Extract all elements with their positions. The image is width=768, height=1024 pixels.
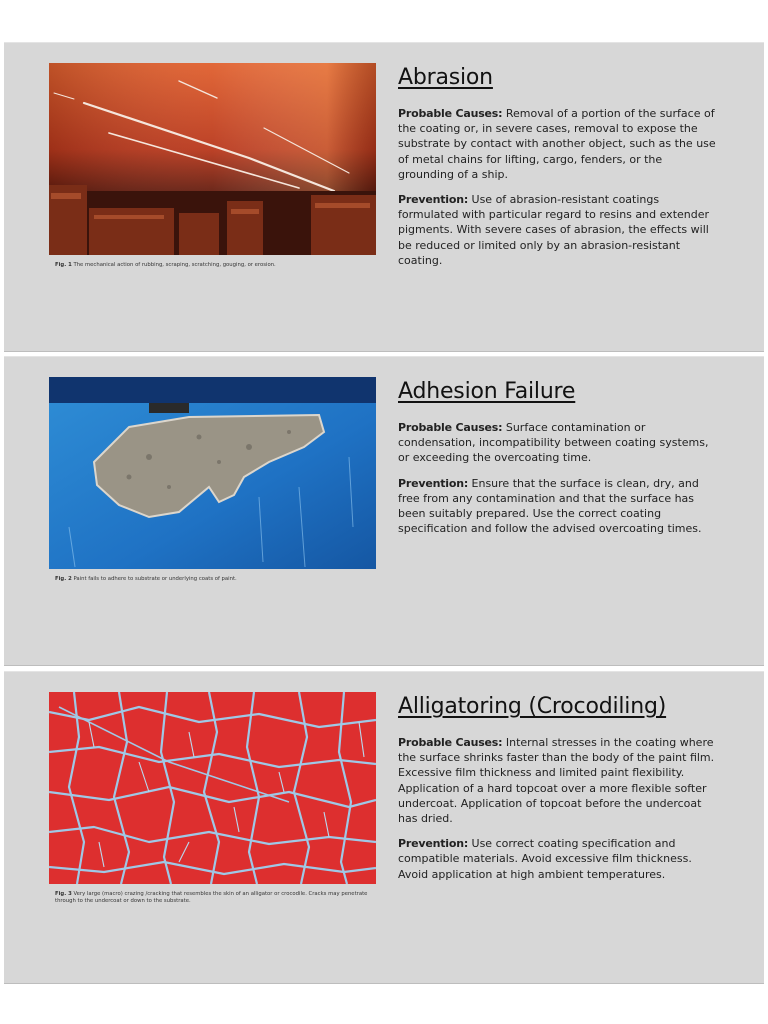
section-body	[398, 735, 716, 892]
alligatoring-image	[49, 692, 376, 884]
figure-label: Fig. 3	[55, 891, 72, 897]
adhesion-failure-image	[49, 377, 376, 569]
prevention-paragraph	[398, 476, 716, 537]
prevention-label: Prevention:	[398, 193, 469, 207]
prevention-paragraph	[398, 192, 716, 268]
figure-caption	[55, 262, 375, 269]
alligatoring-photo	[49, 692, 376, 884]
probable-causes-label: Probable Causes:	[398, 107, 503, 120]
prevention-text: Ensure that the surface is clean, dry, and free from any contamination and that the surface has been suitably prepared. Use the correct coating specification and follow the advised overcoating times.	[398, 476, 702, 536]
probable-causes-text: Removal of a portion of the surface of the coating or, in severe cases, removal to expose the substrate by contact with another object, such as the use of metal chains for lifting, cargo, fenders, or the grounding of a ship.	[398, 107, 716, 181]
probable-causes-label: Probable Causes:	[398, 736, 503, 749]
adhesion-failure-photo	[49, 377, 376, 569]
figure-caption-text: The mechanical action of rubbing, scraping, scratching, gouging, or erosion.	[71, 262, 276, 268]
section-title: Abrasion	[398, 65, 493, 90]
probable-causes-paragraph	[398, 735, 716, 826]
section-title: Alligatoring (Crocodiling)	[398, 694, 667, 719]
abrasion-photo	[49, 63, 376, 255]
figure-caption	[55, 576, 375, 583]
figure-caption-text: Paint fails to adhere to substrate or underlying coats of paint.	[71, 576, 237, 582]
probable-causes-text: Surface contamination or condensation, incompatibility between coating systems, or exceeding the overcoating time.	[398, 421, 709, 465]
probable-causes-paragraph	[398, 420, 716, 466]
probable-causes-paragraph	[398, 106, 716, 182]
alligatoring-section	[4, 671, 764, 984]
probable-causes-label: Probable Causes:	[398, 421, 503, 434]
figure-caption-text: Very large (macro) crazing /cracking that resembles the skin of an alligator or crocodile. Cracks may penetrate through to the undercoat or down to the substrate.	[55, 891, 368, 904]
section-title: Adhesion Failure	[398, 379, 576, 404]
figure-caption	[55, 891, 375, 905]
probable-causes-text: Internal stresses in the coating where the surface shrinks faster than the body of the paint film. Excessive film thickness and limited paint flexibility. Application of a hard topcoat over a more flexible softer undercoat. Application of topcoat before the undercoat has dried.	[398, 736, 715, 826]
adhesion-failure-section	[4, 356, 764, 666]
prevention-text: Use correct coating specification and compatible materials. Avoid excessive film thickness. Avoid application at high ambient temperatures.	[398, 837, 692, 881]
figure-label: Fig. 2	[55, 576, 72, 582]
figure-label: Fig. 1	[55, 262, 72, 268]
abrasion-image	[49, 63, 376, 255]
section-body	[398, 106, 716, 278]
prevention-paragraph	[398, 836, 716, 882]
prevention-label: Prevention:	[398, 837, 469, 851]
prevention-text: Use of abrasion-resistant coatings formulated with particular regard to resins and extender pigments. With severe cases of abrasion, the effects will be reduced or limited only by an abrasion-resistant coating.	[398, 193, 710, 267]
prevention-label: Prevention:	[398, 476, 469, 490]
abrasion-section	[4, 42, 764, 352]
section-body	[398, 420, 716, 546]
